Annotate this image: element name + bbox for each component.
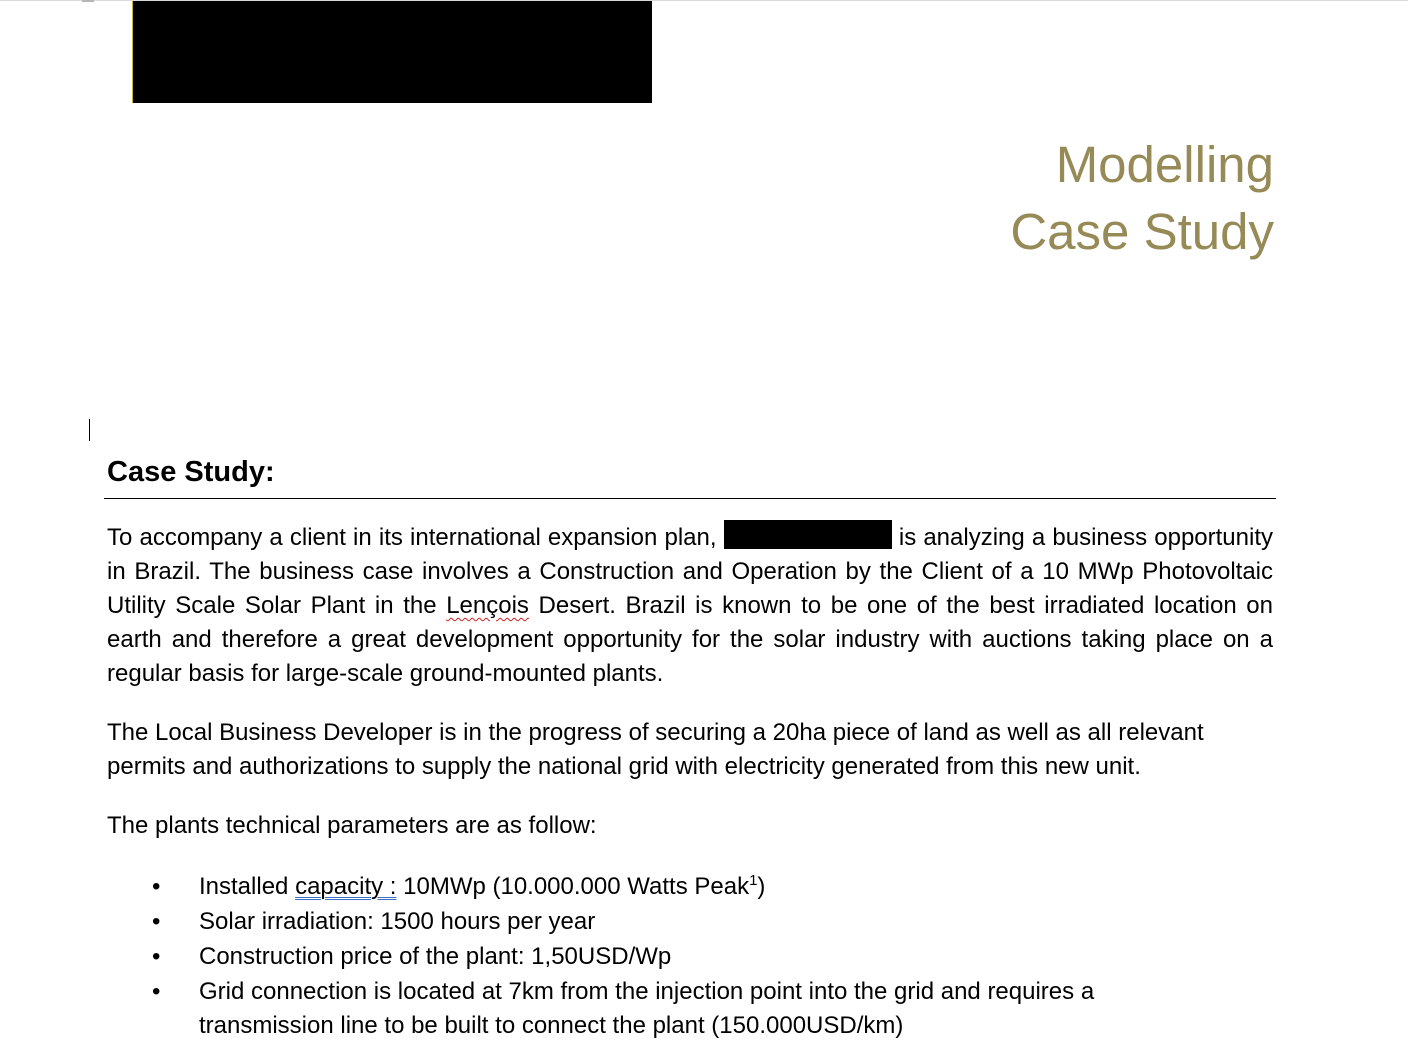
bullet-marker: • <box>152 873 161 900</box>
section-heading[interactable]: Case Study: <box>107 456 275 488</box>
footnote-reference[interactable]: 1 <box>749 872 758 889</box>
title-line-1: Modelling <box>1055 136 1274 193</box>
list-item-text: Grid connection is located at 7km from the injection point into the grid and requires a transmission line to be built to connect the plant (150.000USD/km) <box>199 978 1095 1039</box>
list-item[interactable] <box>107 905 1273 939</box>
list-item-text <box>199 870 1174 904</box>
misspelled-word[interactable]: Lençois <box>446 592 529 619</box>
bullet-marker: • <box>152 908 161 935</box>
title-line-2: Case Study <box>1010 203 1274 260</box>
intro-text-before: To accompany a client in its international expansion plan, <box>107 524 717 551</box>
list-item[interactable] <box>107 975 1273 1043</box>
list-item-text: Construction price of the plant: 1,50USD/Wp <box>199 943 672 970</box>
list-item[interactable] <box>107 870 1273 904</box>
technical-parameters-list <box>107 870 1273 1044</box>
list-item[interactable] <box>107 940 1273 974</box>
intro-text-after: is analyzing a business opportunity in Brazil. The business case involves a Construction and Operation by the Client of a 10 MWp Photovoltaic Utility Scale Solar Plant in the <box>107 524 1274 619</box>
paragraph-intro[interactable] <box>107 520 1273 691</box>
redacted-logo-block <box>133 1 652 103</box>
capacity-prefix: Installed <box>199 873 289 900</box>
document-title <box>1010 131 1274 265</box>
bullet-marker: • <box>152 943 161 970</box>
grammar-flagged-text[interactable]: capacity : <box>295 873 397 900</box>
paragraph-parameters-intro[interactable]: The plants technical parameters are as follow: <box>107 812 597 839</box>
capacity-value: 10MWp (10.000.000 Watts Peak <box>403 873 750 900</box>
redacted-company-name <box>724 520 892 549</box>
heading-underline-rule <box>104 498 1276 499</box>
intro-text-end: Desert. Brazil is known to be one of the best irradiated location on earth and therefore a great development opportunity for the solar industry with auctions taking place on a regular basis for large-scale ground-mounted plants. <box>107 592 1274 687</box>
bullet-marker: • <box>152 978 161 1005</box>
paragraph-land[interactable]: The Local Business Developer is in the progress of securing a 20ha piece of land as well as all relevant permits and authorizations to supply the national grid with electricity generated from this new unit. <box>107 719 1204 780</box>
page-corner-mark <box>82 0 94 2</box>
text-cursor <box>89 419 90 441</box>
capacity-close: ) <box>757 873 766 900</box>
list-item-text: Solar irradiation: 1500 hours per year <box>199 908 596 935</box>
